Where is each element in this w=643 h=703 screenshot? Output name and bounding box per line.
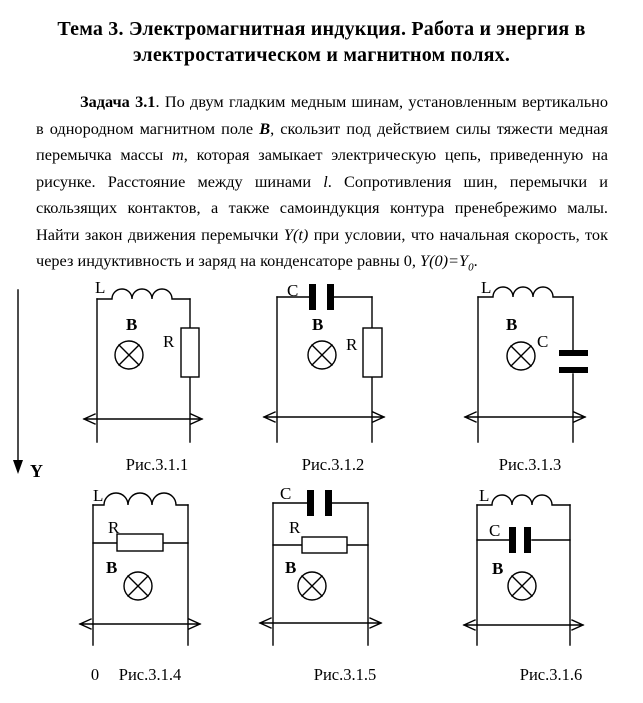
circuit-6 xyxy=(464,486,583,684)
title-line-2: электростатическом и магнитном полях. xyxy=(132,44,511,66)
inductor-label: L xyxy=(481,278,492,297)
capacitor-plate xyxy=(509,527,516,553)
resistor-label: R xyxy=(289,518,301,537)
capacitor-plate xyxy=(327,284,334,310)
y-axis xyxy=(13,290,43,481)
slider-bar xyxy=(84,414,202,424)
figure-caption: Рис.3.1.2 xyxy=(301,455,365,474)
length-symbol: l xyxy=(323,171,328,191)
inductor-label: L xyxy=(479,486,490,505)
title-line-1: Тема 3. Электромагнитная индукция. Работа и энергия в xyxy=(57,18,586,40)
resistor-label: R xyxy=(163,332,175,351)
slider-bar xyxy=(464,620,583,630)
circuit-3 xyxy=(465,278,588,474)
field-label: B xyxy=(506,315,518,334)
circuit-4 xyxy=(80,486,200,684)
circuit-2 xyxy=(264,281,384,474)
yt-symbol: Y(t) xyxy=(283,224,309,244)
inductor-coil xyxy=(478,287,573,297)
resistor-box xyxy=(181,328,199,377)
capacitor-plate xyxy=(325,490,332,516)
resistor-label: R xyxy=(346,335,358,354)
problem-number: Задача 3.1 xyxy=(80,92,156,111)
figure-caption: Рис.3.1.5 xyxy=(313,665,377,684)
inductor-coil xyxy=(97,289,190,299)
inductor-coil xyxy=(477,495,570,505)
capacitor-label: C xyxy=(287,281,299,300)
field-label: B xyxy=(492,559,504,578)
capacitor-plate xyxy=(307,490,314,516)
capacitor-plate xyxy=(559,367,588,373)
problem-statement xyxy=(36,89,608,281)
capacitor-plate xyxy=(309,284,316,310)
field-label: B xyxy=(285,558,297,577)
field-label: B xyxy=(312,315,324,334)
problem-text-3: , которая замыкает электрическую цепь, приведенную на рисунке. Расстояние между шинами xyxy=(36,145,608,191)
problem-text-4: . Сопротивления шин, перемычки и скользящих контактов, а также самоиндукция контура пренебрежимо малы. Найти закон движения перемычки xyxy=(36,171,608,244)
origin-label: 0 xyxy=(90,665,100,684)
slider-bar xyxy=(80,619,200,629)
field-label: B xyxy=(106,558,118,577)
y-axis-arrowhead-icon xyxy=(13,460,23,474)
figure-caption: Рис.3.1.3 xyxy=(498,455,562,474)
problem-text-6: . xyxy=(473,251,478,270)
y-axis-label: Y xyxy=(30,461,43,481)
figure-caption: Рис.3.1.4 xyxy=(118,665,182,684)
capacitor-label: C xyxy=(489,521,501,540)
circuit-1 xyxy=(84,278,202,474)
circuit-5 xyxy=(260,484,381,684)
inductor-label: L xyxy=(93,486,104,505)
inductor-coil xyxy=(93,493,188,505)
slider-bar xyxy=(260,618,381,628)
capacitor-plate xyxy=(524,527,531,553)
inductor-label: L xyxy=(95,278,106,297)
resistor-box xyxy=(117,534,163,551)
y0-subscript: 0 xyxy=(468,261,474,274)
field-label: B xyxy=(126,315,138,334)
resistor-box xyxy=(302,537,347,553)
capacitor-label: C xyxy=(280,484,292,503)
figure-caption: Рис.3.1.6 xyxy=(519,665,583,684)
problem-text-5: при условии, что начальная скорость, ток через индуктивность и заряд на конденсаторе равны 0, xyxy=(36,224,608,270)
figure-caption: Рис.3.1.1 xyxy=(125,455,189,474)
capacitor-plate xyxy=(559,350,588,356)
mass-symbol: m xyxy=(172,145,184,164)
page-title xyxy=(10,16,633,68)
field-symbol: B xyxy=(259,118,271,138)
problem-text-1: . По двум гладким медным шинам, установленным вертикально в однородном магнитном поле xyxy=(36,92,608,138)
resistor-label: R xyxy=(108,518,120,537)
resistor-box xyxy=(363,328,382,377)
slider-bar xyxy=(264,412,384,422)
circuit-figures xyxy=(0,273,643,703)
problem-text-2: , скользит под действием силы тяжести медная перемычка массы xyxy=(36,118,608,164)
slider-bar xyxy=(465,412,585,422)
capacitor-label: C xyxy=(537,332,549,351)
y0-symbol: Y(0)=Y xyxy=(420,251,469,270)
